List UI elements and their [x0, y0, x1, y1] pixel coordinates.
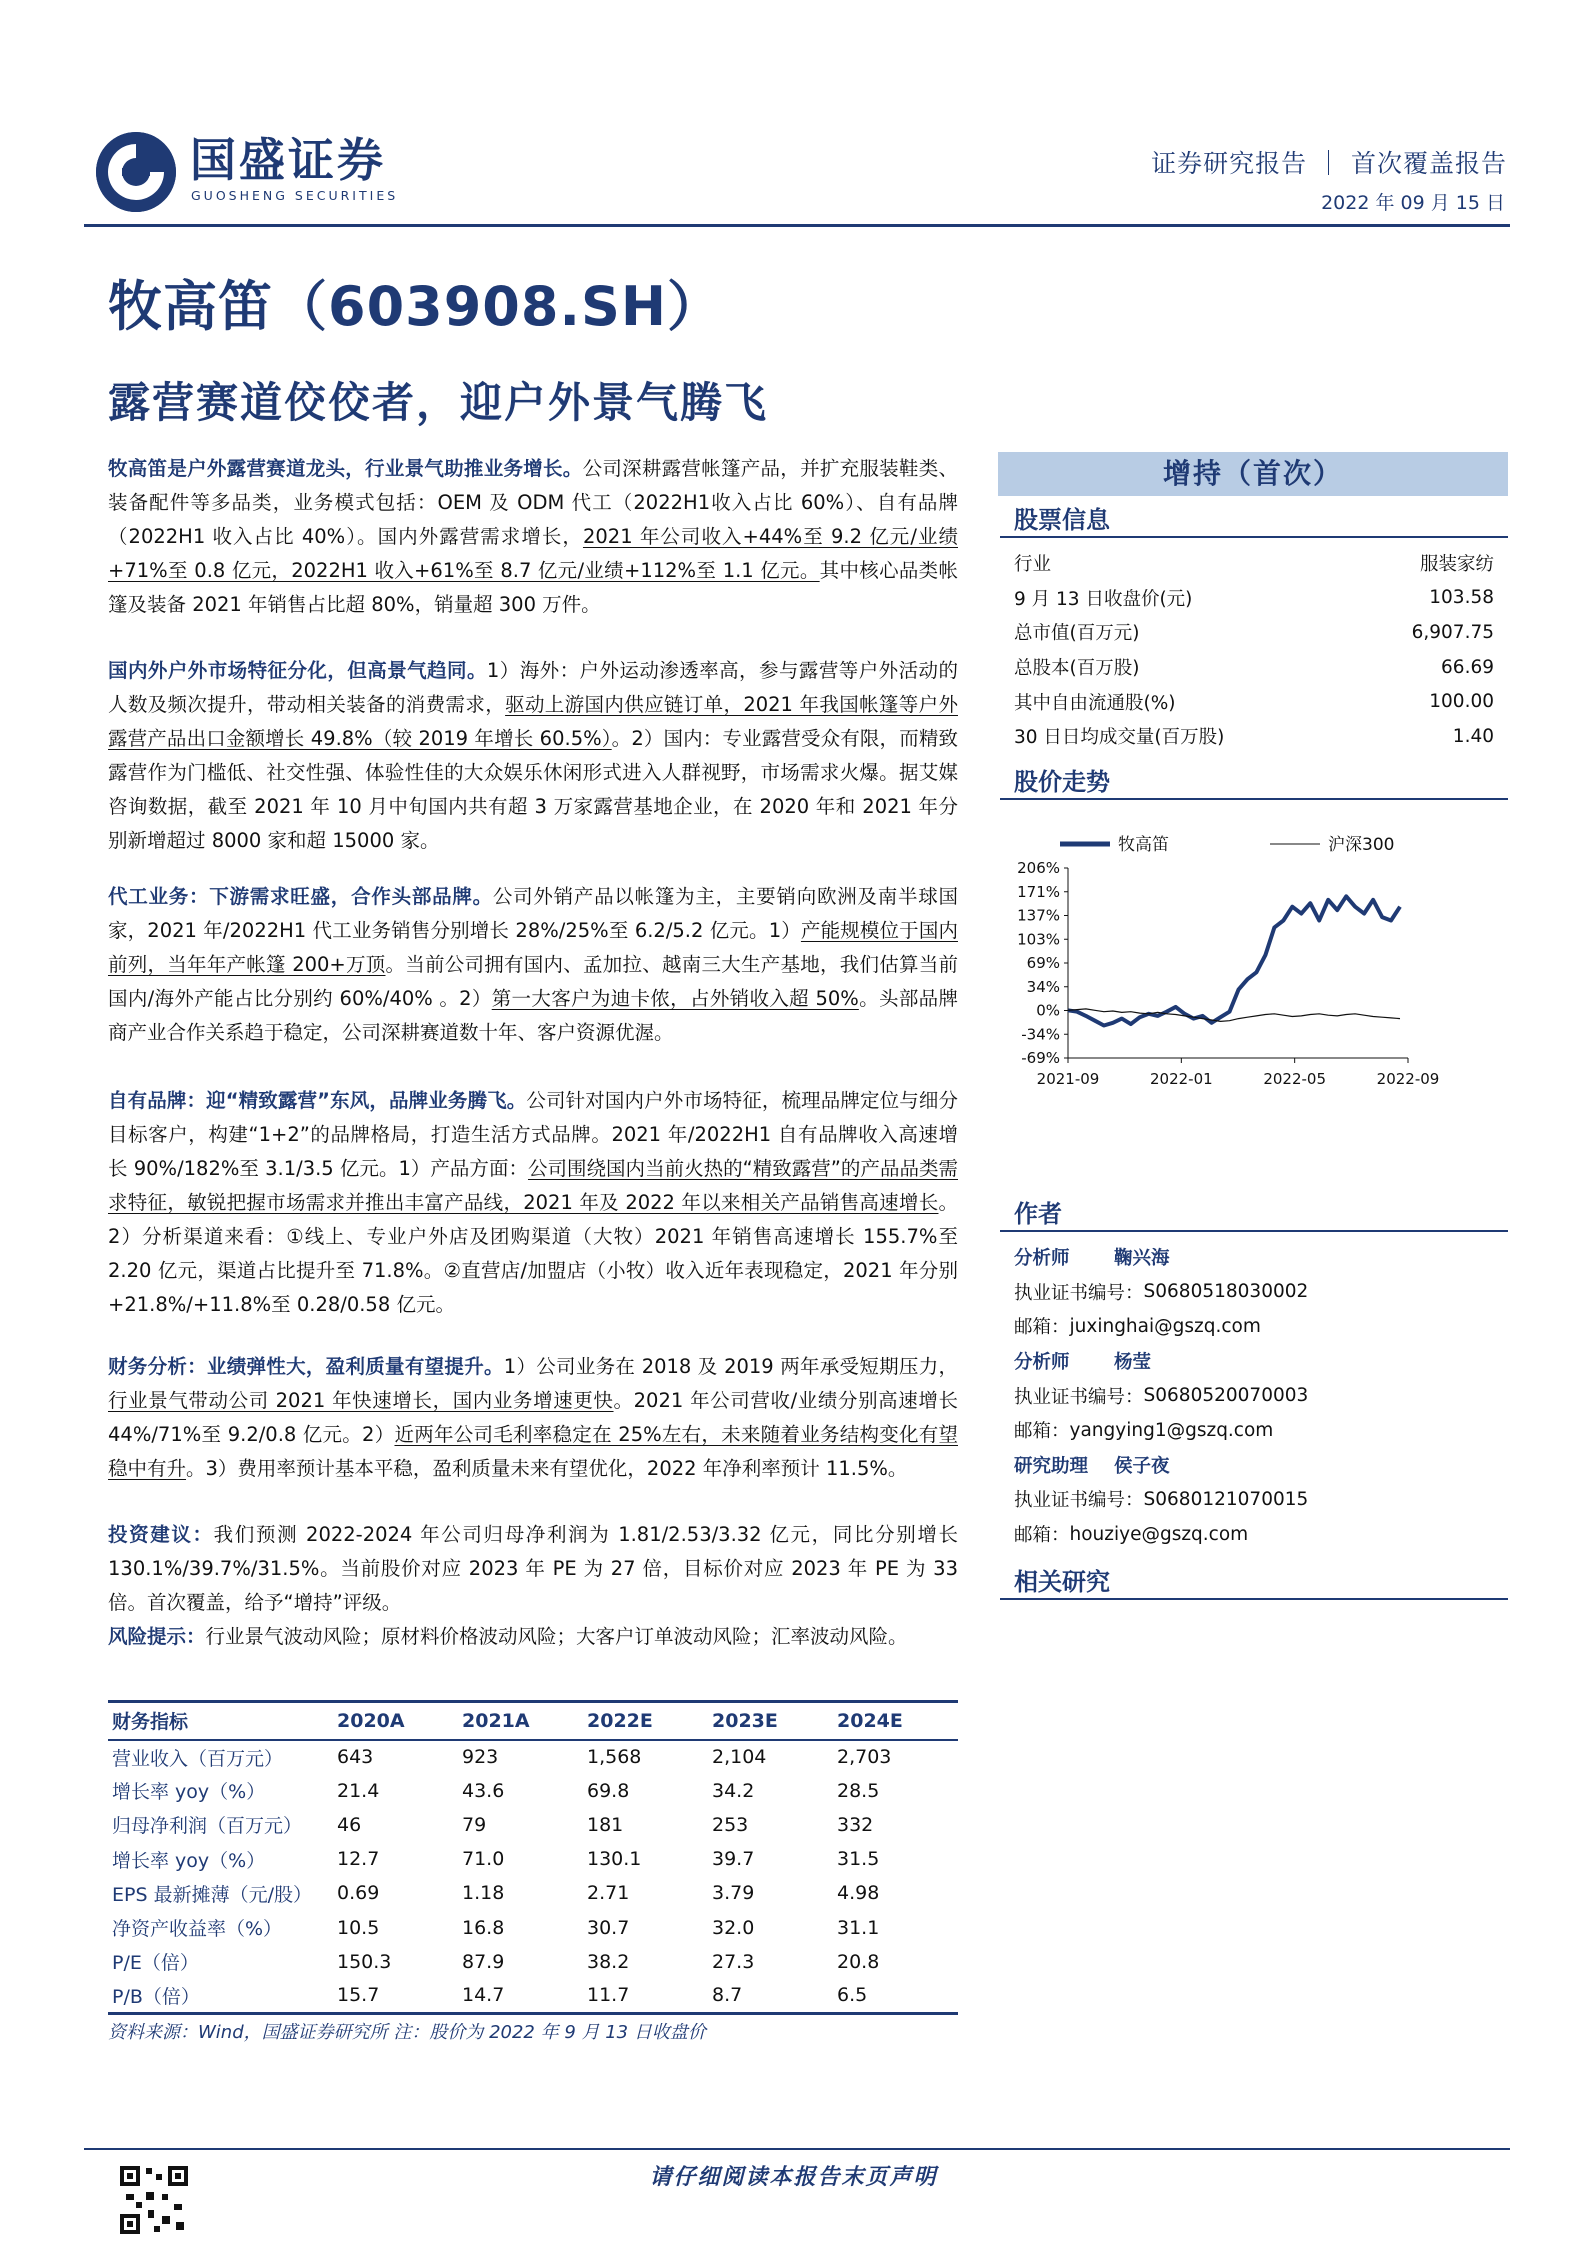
table-cell: 30.7: [587, 1916, 630, 1939]
financial-table: [108, 1700, 958, 2015]
stock-info-row: [1014, 650, 1494, 685]
table-cell: 69.8: [587, 1779, 630, 1802]
cert-label: 执业证书编号：: [1014, 1490, 1144, 1512]
stock-info-list: [1014, 546, 1494, 754]
table-cell: 643: [337, 1746, 374, 1769]
stock-info-value: 6,907.75: [1411, 621, 1494, 643]
author-email-row: [1014, 1309, 1494, 1344]
underlined-text: 近两年公司毛利率稳定在 25%左右，未来随着业务结构变化有望稳中有升: [108, 1423, 958, 1480]
table-cell: 15.7: [333, 1979, 458, 2013]
paragraph-text: 行业景气波动风险；原材料价格波动风险；大客户订单波动风险；汇率波动风险。: [205, 1625, 908, 1648]
table-cell: 39.7: [712, 1848, 755, 1871]
table-cell: 4.98: [837, 1882, 880, 1905]
table-cell: 2.71: [587, 1882, 630, 1905]
paragraph-text: 。2）国内：专业露营受众有限，而精致露营作为门槛低、社交性强、体验性佳的大众娱乐休闲形式进入人群视野，市场需求火爆。据艾媒咨询数据，截至 2021 年 10 月中旬国内共有超 3 万家露营基地企业，在 2020 年和 2021 年分别新增超过 8000 家和超 15000 家。: [108, 727, 958, 852]
paragraph-heading: 国内外户外市场特征分化，但高景气趋同。: [108, 659, 487, 682]
y-tick-label: 0%: [1036, 1001, 1060, 1020]
stock-info-row: [1014, 581, 1494, 616]
table-row: [108, 1842, 958, 1876]
email-label: 邮箱：: [1014, 1525, 1070, 1547]
cert-number: S0680520070003: [1143, 1385, 1309, 1407]
author-cert-row: [1014, 1275, 1494, 1310]
table-cell: 332: [837, 1813, 874, 1836]
paragraph-text: 1）海外：户外运动渗透率高，参与露营等户外活动的人数及频次提升，带动相关装备的消费需求，: [108, 659, 958, 716]
related-research-heading: 相关研究: [1014, 1568, 1110, 1596]
y-tick-label: 69%: [1026, 954, 1060, 972]
table-row: [108, 1910, 958, 1944]
legend-label: 牧高笛: [1118, 835, 1169, 855]
paragraph-heading: 财务分析：业绩弹性大，盈利质量有望提升。: [108, 1355, 504, 1378]
table-cell: 87.9: [462, 1950, 505, 1973]
stock-info-row: [1014, 719, 1494, 754]
paragraph-text: 1）公司业务在 2018 及 2019 两年承受短期压力，: [503, 1355, 958, 1378]
stock-info-label: 总市值(百万元): [1014, 623, 1140, 645]
table-cell: 130.1: [587, 1848, 642, 1871]
series-line-mugaodi: [1068, 896, 1400, 1025]
author-name: 杨莹: [1114, 1352, 1152, 1374]
paragraph-heading: 牧高笛是户外露营赛道龙头，行业景气助推业务增长。: [108, 457, 583, 480]
header-divider: [84, 224, 1510, 227]
paragraph-oem: [108, 880, 958, 1050]
logo-subtext: GUOSHENG SECURITIES: [191, 188, 399, 203]
section-divider: [1000, 1598, 1508, 1600]
table-cell: 3.79: [712, 1882, 755, 1905]
row-label: 归母净利润（百万元）: [112, 1815, 303, 1838]
stock-info-row: [1014, 615, 1494, 650]
stock-info-label: 行业: [1014, 554, 1052, 576]
stock-info-label: 其中自由流通股(%): [1014, 692, 1176, 714]
table-cell: 150.3: [337, 1950, 392, 1973]
table-cell: 1.18: [462, 1882, 505, 1905]
paragraph-heading: 风险提示：: [108, 1625, 206, 1648]
paragraph-own-brand: [108, 1084, 958, 1322]
paragraph-text: 。2021 年公司营收/业绩分别高速增长 44%/71%至 9.2/0.8 亿元。2）: [108, 1389, 958, 1446]
paragraph-text: 。2）分析渠道来看：①线上、专业户外店及团购渠道（大牧）2021 年销售高速增长 155.7%至 2.20 亿元，渠道占比提升至 71.8%。②直营店/加盟店（小牧）收入近年表现稳定，2021 年分别+21.8%/+11.8%至 0.28/0.58 亿元。: [108, 1191, 958, 1316]
x-tick-label: 2022-05: [1263, 1070, 1327, 1088]
row-label: 增长率 yoy（%）: [112, 1849, 266, 1872]
table-cell: 8.7: [708, 1979, 833, 2013]
author-email-row: [1014, 1517, 1494, 1552]
underlined-text: 2021 年公司收入+44%至 9.2 亿元/业绩+71%至 0.8 亿元，2022H1 收入+61%至 8.7 亿元/业绩+112%至 1.1 亿元。: [108, 525, 958, 582]
table-row: [108, 1945, 958, 1979]
table-cell: 31.5: [837, 1848, 880, 1871]
cert-number: S0680518030002: [1143, 1281, 1309, 1303]
author-row: [1014, 1344, 1494, 1379]
table-cell: 11.7: [583, 1979, 708, 2013]
table-cell: 27.3: [712, 1950, 755, 1973]
paragraph-risk: [108, 1620, 958, 1654]
table-header-cell: 2022E: [583, 1702, 708, 1740]
price-trend-heading: 股价走势: [1014, 768, 1110, 796]
author-email: juxinghai@gszq.com: [1069, 1315, 1261, 1337]
x-tick-label: 2021-09: [1036, 1070, 1100, 1088]
table-cell: 10.5: [337, 1916, 380, 1939]
paragraph-text: 。当前公司拥有国内、孟加拉、越南三大生产基地，我们估算当前国内/海外产能占比分别约 60%/40% 。2）: [108, 953, 958, 1010]
stock-info-label: 9 月 13 日收盘价(元): [1014, 588, 1193, 610]
table-cell: 20.8: [837, 1950, 880, 1973]
table-header-cell: 2024E: [833, 1702, 958, 1740]
cert-label: 执业证书编号：: [1014, 1282, 1144, 1304]
table-row: [108, 1774, 958, 1808]
table-cell: 0.69: [337, 1882, 380, 1905]
email-label: 邮箱：: [1014, 1421, 1070, 1443]
x-tick-label: 2022-01: [1149, 1070, 1213, 1088]
source-note: 资料来源：Wind，国盛证券研究所 注：股价为 2022 年 9 月 13 日收盘价: [108, 2022, 706, 2043]
table-cell: 28.5: [837, 1779, 880, 1802]
report-date: 2022 年 09 月 15 日: [1321, 192, 1505, 214]
cert-label: 执业证书编号：: [1014, 1386, 1144, 1408]
email-label: 邮箱：: [1014, 1317, 1070, 1339]
table-header-row: [108, 1702, 958, 1740]
page-subtitle: 露营赛道佼佼者，迎户外景气腾飞: [108, 378, 769, 427]
y-tick-label: 171%: [1017, 882, 1060, 901]
stock-info-value: 100.00: [1429, 691, 1494, 713]
legend-label: 沪深300: [1328, 835, 1395, 855]
author-name: 侯子夜: [1114, 1455, 1170, 1477]
row-label: 净资产收益率（%）: [112, 1918, 283, 1941]
table-row: [108, 1979, 958, 2013]
table-cell: 71.0: [462, 1848, 505, 1871]
table-cell: 34.2: [712, 1779, 755, 1802]
table-row: [108, 1808, 958, 1842]
table-header-cell: 财务指标: [108, 1702, 333, 1740]
row-label: 营业收入（百万元）: [112, 1747, 284, 1770]
paragraph-overview: [108, 452, 958, 622]
author-role: 研究助理: [1014, 1455, 1089, 1477]
stock-info-label: 30 日日均成交量(百万股): [1014, 727, 1225, 749]
table-cell: 46: [337, 1813, 362, 1836]
stock-info-row: [1014, 546, 1494, 581]
author-email-row: [1014, 1413, 1494, 1448]
y-tick-label: 103%: [1017, 930, 1060, 949]
author-row: [1014, 1240, 1494, 1275]
table-cell: 38.2: [587, 1950, 630, 1973]
paragraph-heading: 自有品牌：迎“精致露营”东风，品牌业务腾飞。: [108, 1089, 527, 1112]
table-header-cell: 2021A: [458, 1702, 583, 1740]
underlined-text: 第一大客户为迪卡侬，占外销收入超 50%: [491, 987, 859, 1010]
underlined-text: 公司围绕国内当前火热的“精致露营”的产品品类需求特征，敏锐把握市场需求并推出丰富产品线，2021 年及 2022 年以来相关产品销售高速增长: [108, 1157, 958, 1214]
paragraph-text: 。头部品牌商产业合作关系趋于稳定，公司深耕赛道数十年、客户资源优渥。: [108, 987, 958, 1044]
paragraph-text: 公司针对国内户外市场特征，梳理品牌定位与细分目标客户，构建“1+2”的品牌格局，打造生活方式品牌。2021 年/2022H1 自有品牌收入高速增长 90%/182%至 3.1/3.5 亿元。1）产品方面：: [108, 1089, 958, 1180]
table-row: [108, 1740, 958, 1774]
logo-icon: [96, 132, 176, 212]
table-cell: 14.7: [458, 1979, 583, 2013]
footer-divider: [84, 2148, 1510, 2150]
y-tick-label: 137%: [1017, 906, 1060, 925]
stock-info-row: [1014, 684, 1494, 719]
section-divider: [1000, 1230, 1508, 1232]
table-cell: 32.0: [712, 1916, 755, 1939]
paragraph-heading: 代工业务：下游需求旺盛，合作头部品牌。: [108, 885, 493, 908]
paragraph-text: 。3）费用率预计基本平稳，盈利质量未来有望优化，2022 年净利率预计 11.5%。: [186, 1457, 908, 1480]
paragraph-text: 其中核心品类帐篷及装备 2021 年销售占比超 80%，销量超 300 万件。: [108, 559, 958, 616]
table-cell: 923: [462, 1746, 499, 1769]
table-cell: 21.4: [337, 1779, 380, 1802]
author-cert-row: [1014, 1482, 1494, 1517]
section-divider: [1000, 536, 1508, 538]
table-header-cell: 2023E: [708, 1702, 833, 1740]
table-body: [108, 1740, 958, 2014]
table-cell: 31.1: [837, 1916, 880, 1939]
author-email: houziye@gszq.com: [1069, 1523, 1249, 1545]
underlined-text: 产能规模位于国内前列，当年年产帐篷 200+万顶: [108, 919, 958, 976]
logo-text: 国盛证券: [190, 133, 386, 187]
author-cert-row: [1014, 1378, 1494, 1413]
table-cell: 6.5: [833, 1979, 958, 2013]
paragraph-financial: [108, 1350, 958, 1486]
paragraph-text: 我们预测 2022-2024 年公司归母净利润为 1.81/2.53/3.32 亿元，同比分别增长 130.1%/39.7%/31.5%。当前股价对应 2023 年 PE 为 27 倍，目标价对应 2023 年 PE 为 33 倍。首次覆盖，给予“增持”评级。: [108, 1523, 958, 1614]
authors-list: [1014, 1240, 1494, 1551]
stock-info-value: 66.69: [1441, 656, 1494, 678]
cert-number: S0680121070015: [1143, 1488, 1309, 1510]
stock-info-value: 103.58: [1429, 587, 1494, 609]
table-cell: 2,104: [712, 1746, 767, 1769]
stock-info-heading: 股票信息: [1014, 506, 1110, 534]
row-label: EPS 最新摊薄（元/股）: [112, 1883, 312, 1906]
table-cell: 2,703: [837, 1746, 892, 1769]
paragraph-market: [108, 654, 958, 858]
table-cell: 79: [462, 1813, 487, 1836]
table-cell: 253: [712, 1813, 749, 1836]
row-label: 增长率 yoy（%）: [112, 1781, 266, 1804]
stock-info-value: 1.40: [1452, 725, 1494, 747]
section-divider: [1000, 798, 1508, 800]
row-label: P/E（倍）: [112, 1952, 199, 1975]
table-row: [108, 1876, 958, 1910]
paragraph-heading: 投资建议：: [108, 1523, 214, 1546]
paragraph-text: 公司深耕露营帐篷产品，并扩充服装鞋类、装备配件等多品类，业务模式包括：OEM 及 ODM 代工（2022H1收入占比 60%）、自有品牌（2022H1 收入占比 40%）。国内外露营需求增长，: [108, 457, 958, 548]
underlined-text: 行业景气带动公司 2021 年快速增长，国内业务增速更快: [108, 1389, 614, 1412]
table-cell: 181: [587, 1813, 624, 1836]
author-row: [1014, 1448, 1494, 1483]
y-tick-label: 34%: [1026, 977, 1060, 996]
page-title: 牧高笛（603908.SH）: [108, 275, 723, 338]
y-tick-label: 206%: [1017, 859, 1060, 877]
report-type: 证券研究报告 ｜ 首次覆盖报告: [1151, 149, 1507, 178]
authors-heading: 作者: [1014, 1200, 1062, 1228]
stock-info-label: 总股本(百万股): [1014, 658, 1140, 680]
author-name: 鞠兴海: [1114, 1248, 1170, 1270]
table-cell: 12.7: [337, 1848, 380, 1871]
table-cell: 16.8: [462, 1916, 505, 1939]
author-email: yangying1@gszq.com: [1069, 1419, 1274, 1441]
rating-badge: 增持（首次）: [998, 452, 1508, 496]
table-cell: 43.6: [462, 1779, 505, 1802]
row-label: P/B（倍）: [108, 1979, 333, 2013]
x-tick-label: 2022-09: [1376, 1070, 1440, 1088]
y-tick-label: -34%: [1021, 1025, 1060, 1044]
paragraph-text: 公司外销产品以帐篷为主，主要销向欧洲及南半球国家，2021 年/2022H1 代工业务销售分别增长 28%/25%至 6.2/5.2 亿元。1）: [108, 885, 958, 942]
footer-disclaimer: 请仔细阅读本报告末页声明: [649, 2165, 938, 2190]
author-role: 分析师: [1014, 1352, 1070, 1374]
underlined-text: 驱动上游国内供应链订单，2021 年我国帐篷等户外露营产品出口金额增长 49.8%（较 2019 年增长 60.5%）: [108, 693, 958, 750]
table-cell: 1,568: [587, 1746, 642, 1769]
paragraph-investment: [108, 1518, 958, 1620]
author-role: 分析师: [1014, 1248, 1070, 1270]
y-tick-label: -69%: [1021, 1049, 1060, 1067]
price-chart: [1000, 830, 1510, 1120]
table-header-cell: 2020A: [333, 1702, 458, 1740]
stock-info-value: 服装家纺: [1419, 554, 1494, 576]
